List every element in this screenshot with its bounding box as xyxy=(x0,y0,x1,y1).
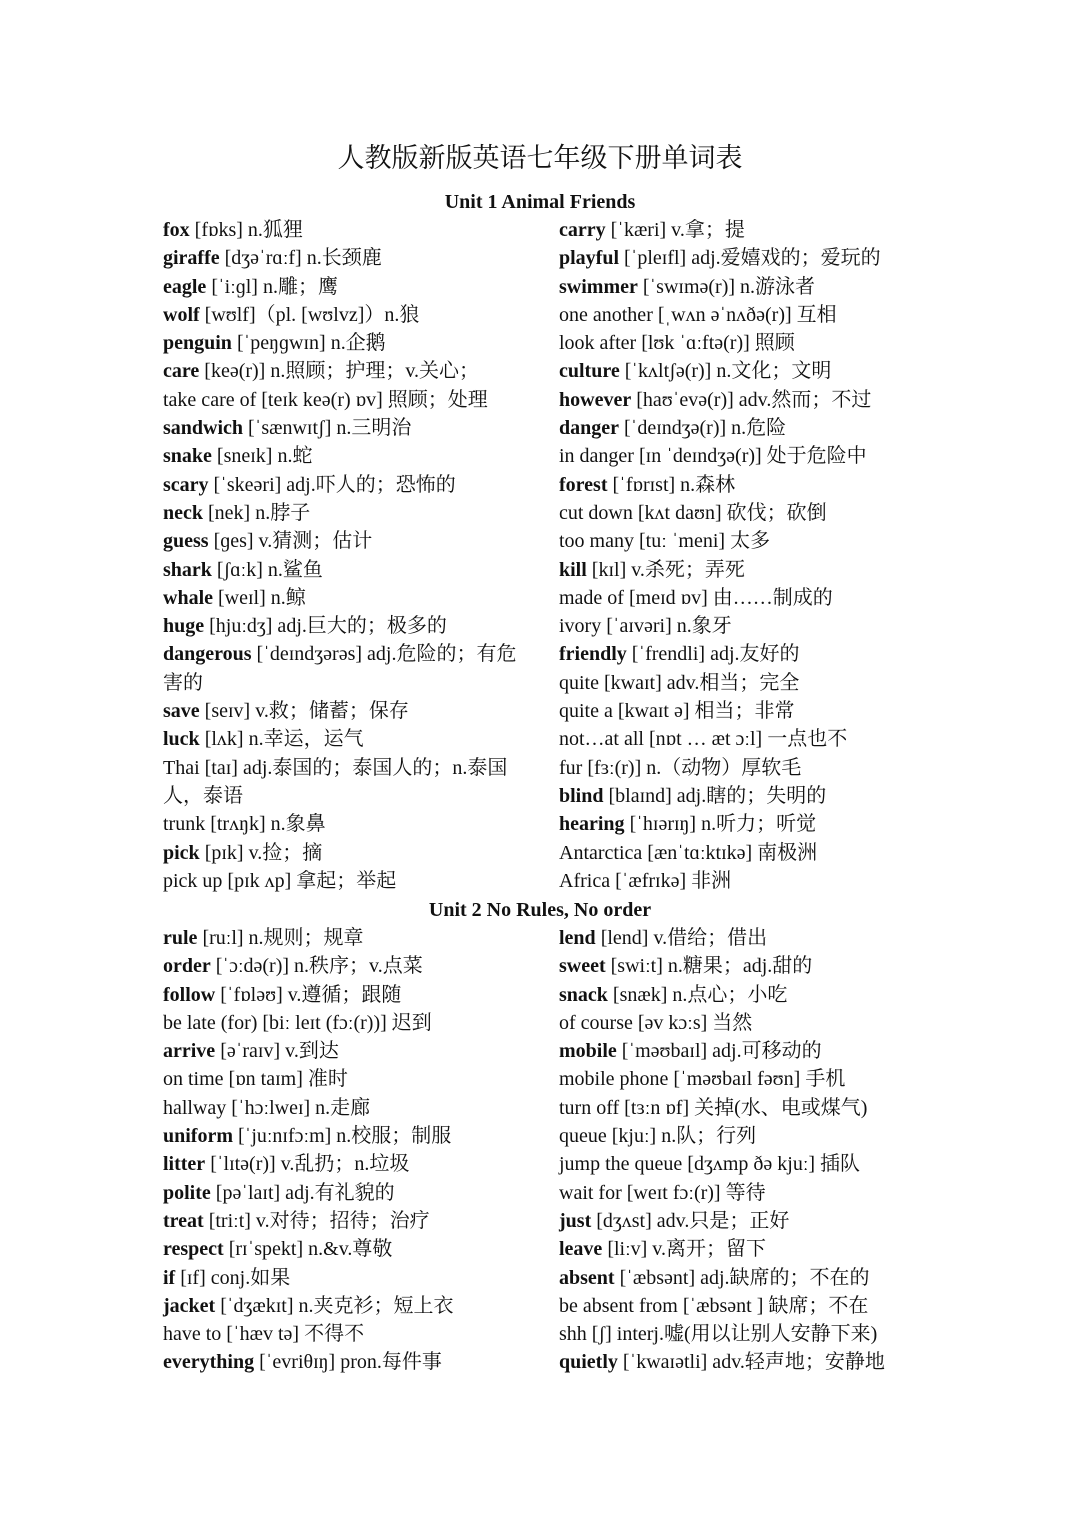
vocab-definition: in danger [ɪn ˈdeɪndʒə(r)] 处于危险中 xyxy=(559,445,867,468)
vocab-word: playful xyxy=(559,247,620,270)
vocab-entry xyxy=(559,1292,929,1320)
vocab-definition: mobile phone [ˈməʊbaɪl fəʊn] 手机 xyxy=(559,1068,846,1091)
vocab-entry xyxy=(559,1179,929,1207)
vocab-entry xyxy=(559,754,929,782)
vocab-word: whale xyxy=(163,586,213,609)
vocab-entry xyxy=(163,244,533,272)
vocab-word: culture xyxy=(559,360,620,383)
vocab-word: snack xyxy=(559,983,608,1006)
vocab-entry xyxy=(559,1264,929,1292)
vocab-word: giraffe xyxy=(163,247,220,270)
vocab-entry xyxy=(163,386,533,414)
vocab-entry xyxy=(559,329,929,357)
vocab-entry xyxy=(559,640,929,668)
vocab-definition: [ˈlɪtə(r)] v.乱扔；n.垃圾 xyxy=(205,1153,410,1176)
vocab-definition: [pɪk] v.捡；摘 xyxy=(199,841,323,864)
vocab-word: respect xyxy=(163,1238,224,1261)
vocab-entry xyxy=(163,273,533,301)
vocab-entry xyxy=(559,924,929,952)
vocab-entry xyxy=(559,1150,929,1178)
vocab-entry xyxy=(559,414,929,442)
vocab-definition: [haʊˈevə(r)] adv.然而；不过 xyxy=(631,388,872,411)
vocab-definition: [ˈkʌltʃə(r)] n.文化；文明 xyxy=(619,360,832,383)
vocab-word: luck xyxy=(163,728,200,751)
vocab-entry xyxy=(559,725,929,753)
vocab-definition: [wʊlf]（pl. [wʊlvz]）n.狼 xyxy=(199,303,420,326)
vocab-entry xyxy=(163,527,533,555)
vocab-definition: not…at all [nɒt … æt ɔːl] 一点也不 xyxy=(559,728,848,751)
vocab-entry xyxy=(559,244,929,272)
vocab-definition: turn off [tɜːn ɒf] 关掉(水、电或煤气) xyxy=(559,1096,868,1119)
vocab-entry xyxy=(163,640,533,697)
vocab-word: carry xyxy=(559,219,606,241)
vocab-definition: [ˈdʒækɪt] n.夹克衫；短上衣 xyxy=(215,1294,454,1317)
vocab-entry xyxy=(559,981,929,1009)
vocab-entry xyxy=(559,471,929,499)
vocab-word: save xyxy=(163,700,200,723)
vocab-word: uniform xyxy=(163,1125,233,1148)
vocab-word: absent xyxy=(559,1266,615,1289)
vocab-definition: [ʃɑːk] n.鲨鱼 xyxy=(211,558,323,581)
vocab-definition: be absent from [ˈæbsənt ] 缺席；不在 xyxy=(559,1294,869,1317)
vocab-entry xyxy=(559,952,929,980)
vocab-definition: [liːv] v.离开；留下 xyxy=(602,1238,767,1261)
vocab-definition: hallway [ˈhɔːlweɪ] n.走廊 xyxy=(163,1096,371,1119)
vocab-entry xyxy=(163,1150,533,1178)
vocab-definition: have to [ˈhæv tə] 不得不 xyxy=(163,1323,365,1346)
vocab-entry xyxy=(163,216,533,244)
vocab-entry xyxy=(559,1065,929,1093)
vocab-entry xyxy=(163,357,533,385)
vocab-definition: [ˈɔːdə(r)] n.秩序；v.点菜 xyxy=(210,955,423,978)
vocab-definition: [blaɪnd] adj.瞎的；失明的 xyxy=(603,784,827,807)
vocab-definition: [swiːt] n.糖果；adj.甜的 xyxy=(605,955,813,978)
vocab-entry xyxy=(163,329,533,357)
vocab-entry xyxy=(559,782,929,810)
vocab-entry xyxy=(163,1292,533,1320)
vocab-definition: shh [ʃ] interj.嘘(用以让别人安静下来) xyxy=(559,1323,878,1346)
vocab-entry xyxy=(163,1122,533,1150)
vocab-entry xyxy=(163,1037,533,1065)
vocab-definition: [ˈswɪmə(r)] n.游泳者 xyxy=(637,275,816,298)
vocab-entry xyxy=(163,1065,533,1093)
vocab-definition: [dʒʌst] adv.只是；正好 xyxy=(591,1209,790,1232)
vocab-definition: queue [kjuː] n.队；行列 xyxy=(559,1125,757,1148)
vocab-entry xyxy=(163,924,533,952)
vocab-entry xyxy=(163,952,533,980)
vocab-definition: [nek] n.脖子 xyxy=(203,501,311,524)
vocab-entry xyxy=(163,867,533,895)
vocab-word: huge xyxy=(163,615,205,638)
vocab-definition: [dʒəˈrɑːf] n.长颈鹿 xyxy=(219,247,382,270)
vocab-entry xyxy=(559,1009,929,1037)
vocab-definition: [ˈdeɪndʒərəs] adj.危险的；有危害的 xyxy=(163,643,517,694)
vocab-definition: ivory [ˈaɪvəri] n.象牙 xyxy=(559,615,732,638)
vocab-word: friendly xyxy=(559,643,627,666)
vocab-word: eagle xyxy=(163,275,207,298)
vocab-definition: made of [meɪd ɒv] 由……制成的 xyxy=(559,586,833,609)
vocab-entry xyxy=(559,386,929,414)
vocab-entry xyxy=(559,810,929,838)
vocab-word: hearing xyxy=(559,813,625,836)
vocab-definition: one another [ˌwʌn əˈnʌðə(r)] 互相 xyxy=(559,303,837,326)
vocab-entry xyxy=(163,697,533,725)
vocab-entry xyxy=(163,556,533,584)
vocab-word: litter xyxy=(163,1153,206,1176)
vocab-definition: [hjuːdʒ] adj.巨大的；极多的 xyxy=(204,615,447,638)
vocab-word: just xyxy=(559,1209,592,1232)
vocab-entry xyxy=(559,499,929,527)
vocab-definition: [ˈpleɪfl] adj.爱嬉戏的；爱玩的 xyxy=(619,247,881,270)
vocab-word: fox xyxy=(163,219,190,241)
vocab-entry xyxy=(559,867,929,895)
vocab-word: dangerous xyxy=(163,643,252,666)
vocab-entry xyxy=(163,471,533,499)
vocab-definition: of course [əv kɔːs] 当然 xyxy=(559,1011,753,1034)
vocab-definition: trunk [trʌŋk] n.象鼻 xyxy=(163,813,326,836)
word-list-left xyxy=(163,216,533,895)
vocab-definition: jump the queue [dʒʌmp ðə kjuː] 插队 xyxy=(559,1153,861,1176)
vocab-definition: [ˈməʊbaɪl] adj.可移动的 xyxy=(616,1040,822,1063)
vocab-entry xyxy=(559,839,929,867)
vocab-word: wolf xyxy=(163,303,200,326)
vocab-definition: Antarctica [ænˈtɑːktɪkə] 南极洲 xyxy=(559,841,818,864)
vocab-entry xyxy=(163,981,533,1009)
vocab-definition: [ˈevriθɪŋ] pron.每件事 xyxy=(254,1351,442,1374)
vocab-entry xyxy=(559,273,929,301)
vocab-entry xyxy=(163,612,533,640)
vocab-entry xyxy=(163,839,533,867)
vocab-definition: [fɒks] n.狐狸 xyxy=(189,219,303,241)
vocab-word: if xyxy=(163,1266,176,1289)
vocab-word: lend xyxy=(559,927,596,949)
vocab-definition: [kɪl] v.杀死；弄死 xyxy=(586,558,745,581)
vocab-entry xyxy=(559,1207,929,1235)
vocab-definition: Thai [taɪ] adj.泰国的；泰国人的；n.泰国人，泰语 xyxy=(163,756,508,807)
vocab-definition: [ɡes] v.猜测；估计 xyxy=(208,530,373,553)
vocab-word: blind xyxy=(559,784,604,807)
vocab-entry xyxy=(163,301,533,329)
vocab-entry xyxy=(163,1009,533,1037)
vocab-entry xyxy=(559,442,929,470)
vocab-definition: [ˈfrendli] adj.友好的 xyxy=(626,643,800,666)
vocab-entry xyxy=(559,1094,929,1122)
vocab-definition: [triːt] v.对待；招待；治疗 xyxy=(203,1209,430,1232)
vocab-definition: [ˈsænwɪtʃ] n.三明治 xyxy=(243,417,412,440)
vocab-entry xyxy=(163,725,533,753)
vocab-entry xyxy=(163,442,533,470)
vocab-definition: [keə(r)] n.照顾；护理；v.关心； xyxy=(199,360,480,383)
vocab-entry xyxy=(163,1094,533,1122)
vocab-entry xyxy=(559,527,929,555)
vocab-definition: take care of [teɪk keə(r) ɒv] 照顾；处理 xyxy=(163,388,488,411)
vocab-word: swimmer xyxy=(559,275,638,298)
vocab-entry xyxy=(163,1264,533,1292)
vocab-entry xyxy=(559,1122,929,1150)
vocab-definition: [weɪl] n.鲸 xyxy=(213,586,306,609)
vocab-definition: [əˈraɪv] v.到达 xyxy=(215,1040,339,1063)
vocab-definition: quite a [kwaɪt ə] 相当；非常 xyxy=(559,700,795,723)
vocab-entry xyxy=(559,556,929,584)
vocab-definition: [ˈiːɡl] n.雕；鹰 xyxy=(206,275,338,298)
vocab-word: sweet xyxy=(559,955,606,978)
vocab-entry xyxy=(163,1320,533,1348)
vocab-definition: fur [fɜː(r)] n.（动物）厚软毛 xyxy=(559,756,802,779)
vocab-entry xyxy=(163,499,533,527)
vocab-definition: look after [lʊk ˈɑːftə(r)] 照顾 xyxy=(559,332,795,355)
vocab-word: neck xyxy=(163,501,203,524)
vocab-definition: be late (for) [biː leɪt (fɔː(r))] 迟到 xyxy=(163,1011,432,1034)
vocab-word: guess xyxy=(163,530,209,553)
vocab-entry xyxy=(559,1348,929,1376)
vocab-definition: quite [kwaɪt] adv.相当；完全 xyxy=(559,671,800,694)
vocab-definition: [seɪv] v.救；储蓄；保存 xyxy=(199,700,409,723)
vocab-word: snake xyxy=(163,445,212,468)
vocab-definition: [ˈkæri] v.拿；提 xyxy=(605,219,745,241)
vocab-word: scary xyxy=(163,473,209,496)
vocab-entry xyxy=(559,612,929,640)
vocab-entry xyxy=(163,754,533,811)
word-list-right xyxy=(559,216,929,895)
vocab-entry xyxy=(559,216,929,244)
vocab-word: penguin xyxy=(163,332,232,355)
vocab-definition: Africa [ˈæfrɪkə] 非洲 xyxy=(559,869,732,892)
vocab-entry xyxy=(163,1235,533,1263)
vocab-definition: [ˈfɒrɪst] n.森林 xyxy=(607,473,736,496)
unit-heading: Unit 2 No Rules, No order xyxy=(428,899,652,921)
vocab-definition: [rɪˈspekt] n.&v.尊敬 xyxy=(223,1238,393,1261)
vocab-definition: [ˈkwaɪətli] adv.轻声地；安静地 xyxy=(617,1351,885,1374)
word-list-left xyxy=(163,924,533,1377)
vocab-definition: [sneɪk] n.蛇 xyxy=(211,445,313,468)
vocab-definition: pick up [pɪk ʌp] 拿起；举起 xyxy=(163,869,397,892)
vocab-word: rule xyxy=(163,927,198,949)
vocab-entry xyxy=(559,669,929,697)
vocab-word: care xyxy=(163,360,200,383)
unit-heading: Unit 1 Animal Friends xyxy=(444,191,636,213)
vocab-entry xyxy=(163,414,533,442)
vocab-word: polite xyxy=(163,1181,211,1204)
vocab-definition: [lʌk] n.幸运，运气 xyxy=(199,728,364,751)
vocab-entry xyxy=(559,301,929,329)
vocab-entry xyxy=(163,1348,533,1376)
vocab-entry xyxy=(559,357,929,385)
page-title: 人教版新版英语七年级下册单词表 xyxy=(337,143,743,173)
vocab-entry xyxy=(559,1235,929,1263)
vocab-definition: [ˈpeŋɡwɪn] n.企鹅 xyxy=(231,332,386,355)
vocab-word: jacket xyxy=(163,1294,216,1317)
vocab-word: everything xyxy=(163,1351,255,1374)
vocab-word: however xyxy=(559,388,632,411)
vocab-word: quietly xyxy=(559,1351,618,1374)
vocab-definition: [snæk] n.点心；小吃 xyxy=(607,983,788,1006)
vocab-definition: [ˈdeɪndʒə(r)] n.危险 xyxy=(619,417,787,440)
vocab-word: shark xyxy=(163,558,212,581)
vocab-definition: wait for [weɪt fɔː(r)] 等待 xyxy=(559,1181,766,1204)
vocab-word: pick xyxy=(163,841,200,864)
vocab-definition: [pəˈlaɪt] adj.有礼貌的 xyxy=(210,1181,395,1204)
vocab-word: order xyxy=(163,955,211,978)
vocab-definition: [ruːl] n.规则；规章 xyxy=(197,927,364,949)
vocab-definition: [ɪf] conj.如果 xyxy=(175,1266,291,1289)
vocab-entry xyxy=(559,697,929,725)
vocab-definition: [ˈskeəri] adj.吓人的；恐怖的 xyxy=(208,473,456,496)
vocab-definition: [ˈjuːnɪfɔːm] n.校服；制服 xyxy=(233,1125,452,1148)
vocab-entry xyxy=(163,1179,533,1207)
vocab-entry xyxy=(163,584,533,612)
vocab-entry xyxy=(163,810,533,838)
vocab-definition: [ˈæbsənt] adj.缺席的；不在的 xyxy=(614,1266,870,1289)
vocab-entry xyxy=(163,1207,533,1235)
vocab-word: kill xyxy=(559,558,587,581)
vocab-entry xyxy=(559,584,929,612)
vocab-definition: on time [ɒn taɪm] 准时 xyxy=(163,1068,348,1091)
vocab-definition: too many [tuː ˈmeni] 太多 xyxy=(559,530,771,553)
vocab-definition: [ˈfɒləʊ] v.遵循；跟随 xyxy=(215,983,402,1006)
vocab-word: danger xyxy=(559,417,619,440)
vocab-word: treat xyxy=(163,1209,204,1232)
vocab-word: follow xyxy=(163,983,216,1006)
word-list-right xyxy=(559,924,929,1377)
vocab-word: sandwich xyxy=(163,417,244,440)
vocab-word: mobile xyxy=(559,1040,617,1063)
vocab-definition: [lend] v.借给；借出 xyxy=(595,927,768,949)
vocab-word: arrive xyxy=(163,1040,216,1063)
vocab-word: leave xyxy=(559,1238,603,1261)
vocab-definition: cut down [kʌt daʊn] 砍伐；砍倒 xyxy=(559,501,827,524)
vocab-entry xyxy=(559,1320,929,1348)
vocab-definition: [ˈhɪərɪŋ] n.听力；听觉 xyxy=(624,813,817,836)
vocab-entry xyxy=(559,1037,929,1065)
vocab-word: forest xyxy=(559,473,608,496)
